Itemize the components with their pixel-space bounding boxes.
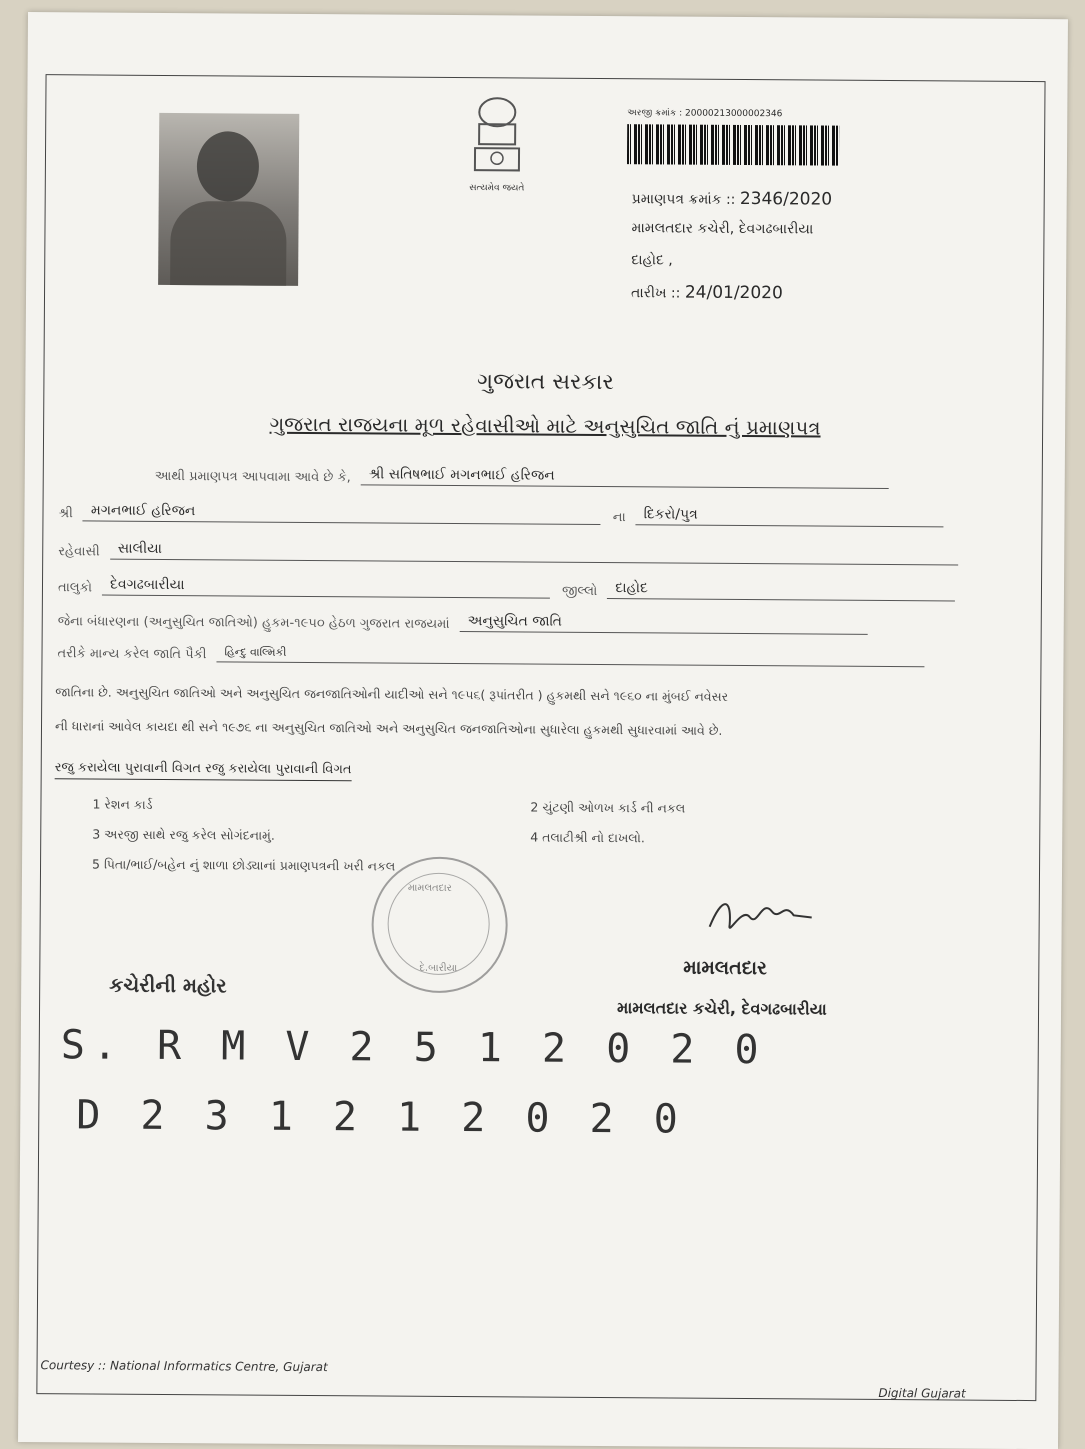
certificate-title: ગુજરાત રાજયના મૂળ રહેવાસીઓ માટે અનુસુચિત જાતિ નું પ્રમાણપત્ર: [269, 411, 821, 440]
office-line: મામલતદાર કચેરી, દેવગઢબારીયા: [631, 220, 814, 238]
officer-signature: [701, 887, 821, 948]
application-number: અરજી ક્રમાંક : 20000213000002346: [627, 108, 783, 120]
handwritten-date: D 2 3 1 2 1 2 0 2 0: [76, 1092, 687, 1143]
district-line: દાહોદ ,: [631, 252, 673, 269]
father-name: મગનભાઈ હરિજન: [83, 502, 601, 525]
courtesy-note: Courtesy :: National Informatics Centre, Gujarat: [40, 1358, 328, 1375]
applicant-row: આથી પ્રમાણપત્ર આપવામા આવે છે કે, શ્રી સતિષભાઈ મગનભાઈ હરિજન: [155, 465, 889, 489]
relation: દિકરો/પુત્ર: [636, 506, 944, 527]
taluka: દેવગઢબારીયા: [102, 577, 550, 599]
handwritten-serial: S. R M V 2 5 1 2 0 2 0: [60, 1022, 767, 1074]
digital-gujarat-label: Digital Gujarat: [878, 1385, 966, 1401]
legal-paragraph-line1: જાતિના છે. અનુસુચિત જાતિઓ અને અનુસુચિત જનજાતિઓની યાદીઓ સને ૧૯૫૬( રૂપાંતરીત ) હુકમથી સને ૧૯૬૦ ના મુંબઈ નવેસર: [55, 684, 729, 704]
order-row: જેના બંધારણના (અનુસુચિત જાતિઓ) હુકમ-૧૯૫૦ હેઠળ ગુજરાત રાજયમાં અનુસુચિત જાતિ: [58, 610, 868, 635]
issue-date: તારીખ :: 24/01/2020: [630, 282, 783, 304]
taluka-row: તાલુકો દેવગઢબારીયા જીલ્લો દાહોદ: [58, 576, 955, 601]
father-row: શ્રી મગનભાઈ હરિજન ના દિકરો/પુત્ર: [58, 502, 943, 527]
officer-title: મામલતદાર: [683, 956, 767, 980]
evidence-item: 3 અરજી સાથે રજુ કરેલ સોગંદનામું.: [92, 826, 275, 843]
national-emblem-icon: [457, 85, 538, 196]
evidence-item: 2 ચુંટણી ઓળખ કાર્ડ ની નકલ: [530, 799, 686, 816]
officer-office: મામલતદાર કચેરી, દેવગઢબારીયા: [616, 998, 827, 1019]
government-title: ગુજરાત સરકાર: [476, 369, 614, 396]
evidence-item: 5 પિતા/ભાઈ/બહેન નું શાળા છોડ્યાનાં પ્રમાણપત્રની ખરી નકલ: [92, 856, 396, 874]
caste-row: તરીકે માન્ય કરેલ જાતિ પૈકી હિન્દુ વાલ્મિકી: [57, 644, 924, 667]
barcode: [627, 124, 839, 165]
evidence-item: 4 તલાટીશ્રી નો દાખલો.: [530, 829, 645, 846]
office-stamp: મામલતદાર દે.બારીયા: [371, 856, 508, 993]
legal-paragraph-line2: ની ધારાનાં આવેલ કાયદા થી સને ૧૯૭૬ ના અનુસુચિત જાતિઓ અને અનુસુચિત જનજાતિઓના સુધારેલા હુકમથી સુધારવામાં આવે છે.: [54, 718, 723, 738]
resident-village: સાલીયા: [110, 541, 958, 566]
evidence-heading: રજુ કરાયેલા પુરાવાની વિગત રજુ કરાયેલા પુરાવાની વિગત: [55, 760, 352, 781]
resident-row: રહેવાસી સાલીયા: [58, 540, 958, 565]
applicant-name: શ્રી સતિષભાઈ મગનભાઈ હરિજન: [361, 466, 889, 489]
order-value: અનુસુચિત જાતિ: [460, 613, 868, 635]
district: દાહોદ: [607, 580, 955, 601]
office-seal-label: કચેરીની મહોર: [109, 972, 227, 998]
evidence-item: 1 રેશન કાર્ડ: [92, 796, 153, 812]
applicant-photo: [158, 113, 299, 286]
certificate-number: પ્રમાણપત્ર ક્રમાંક :: 2346/2020: [631, 188, 833, 210]
certificate-paper: [18, 12, 1068, 1449]
emblem-motto: સત્યમેવ જયતે: [469, 183, 525, 194]
caste: હિન્દુ વાલ્મિકી: [216, 645, 924, 667]
